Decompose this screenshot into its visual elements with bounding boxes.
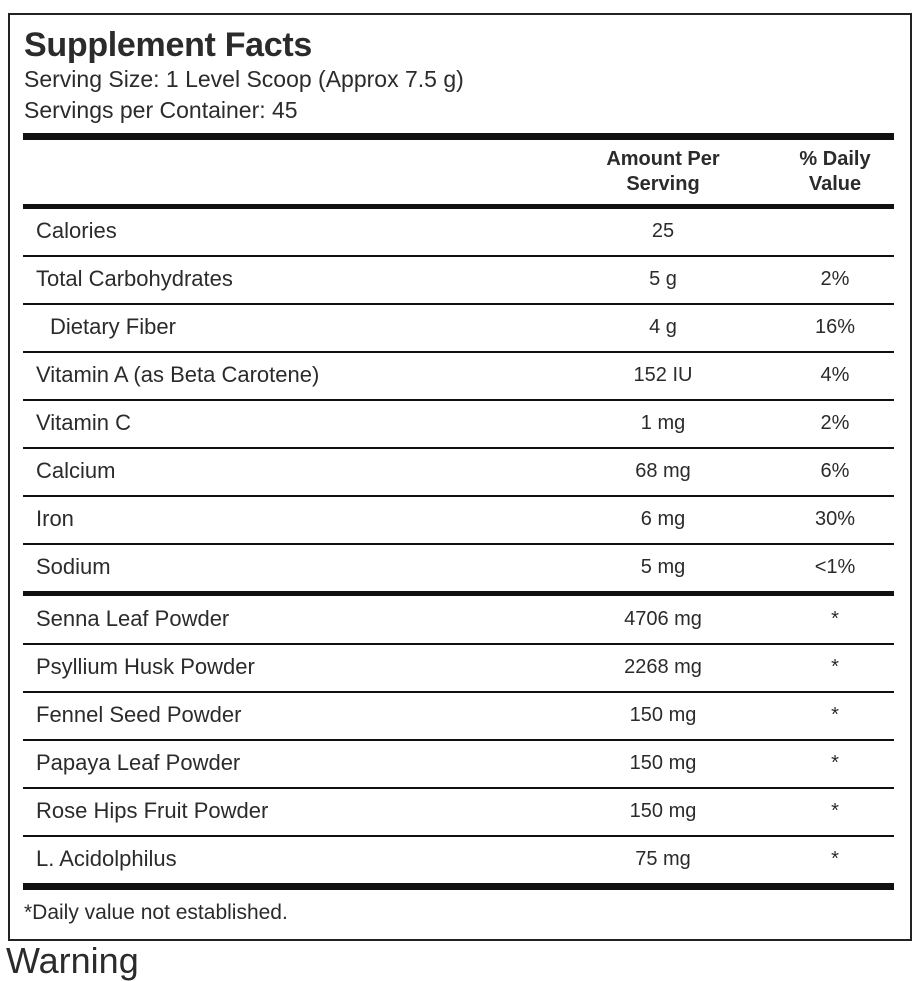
ingredient-daily-value: * <box>831 656 839 678</box>
table-row <box>23 256 894 302</box>
ingredient-amount: 150 mg <box>629 752 697 774</box>
nutrient-amount: 1 mg <box>640 412 686 434</box>
table-row <box>23 208 894 254</box>
ingredient-name: Psyllium Husk Powder <box>36 654 255 679</box>
table-row <box>23 400 894 446</box>
nutrient-daily-value: 16% <box>814 316 856 338</box>
nutrient-daily-value: <1% <box>814 556 856 578</box>
nutrient-amount: 5 g <box>649 268 677 290</box>
table-row <box>23 836 894 882</box>
amount-header-line-2: Serving <box>626 173 700 195</box>
nutrient-daily-value: 2% <box>820 268 850 290</box>
servings-per-container: Servings per Container: 45 <box>24 97 298 123</box>
nutrient-name: Sodium <box>36 554 111 579</box>
footer-rule <box>23 883 894 890</box>
ingredient-name: Senna Leaf Powder <box>36 606 230 631</box>
ingredient-amount: 2268 mg <box>624 656 702 678</box>
nutrient-daily-value <box>785 208 885 254</box>
ingredient-daily-value: * <box>831 704 839 726</box>
nutrient-name: Iron <box>36 506 74 531</box>
table-row <box>23 304 894 350</box>
amount-header-line-1: Amount Per <box>606 148 720 170</box>
table-row <box>23 448 894 494</box>
ingredient-daily-value: * <box>831 608 839 630</box>
dv-header-line-1: % Daily <box>799 148 871 170</box>
ingredient-name: Papaya Leaf Powder <box>36 750 241 775</box>
table-row <box>23 496 894 542</box>
nutrient-amount: 4 g <box>649 316 677 338</box>
table-row <box>23 544 894 590</box>
cutoff-warning-heading: Warning <box>6 940 139 981</box>
ingredient-amount: 75 mg <box>635 848 691 870</box>
ingredient-amount: 4706 mg <box>624 608 702 630</box>
table-row <box>23 788 894 834</box>
nutrient-amount: 6 mg <box>640 508 686 530</box>
panel-title: Supplement Facts <box>24 26 313 64</box>
ingredient-daily-value: * <box>831 752 839 774</box>
ingredient-daily-value: * <box>831 848 839 870</box>
nutrient-daily-value: 6% <box>820 460 850 482</box>
table-row <box>23 644 894 690</box>
daily-value-footnote: *Daily value not established. <box>24 901 288 924</box>
nutrient-name: Dietary Fiber <box>50 314 176 339</box>
nutrient-daily-value: 4% <box>820 364 850 386</box>
ingredient-name: L. Acidolphilus <box>36 846 177 871</box>
nutrient-name: Calories <box>36 218 117 243</box>
nutrient-daily-value: 2% <box>820 412 850 434</box>
daily-value-column-header <box>785 147 885 197</box>
table-row <box>23 692 894 738</box>
ingredient-amount: 150 mg <box>629 704 697 726</box>
nutrient-name: Calcium <box>36 458 116 483</box>
ingredient-daily-value: * <box>831 800 839 822</box>
nutrient-daily-value: 30% <box>814 508 856 530</box>
amount-column-header <box>563 147 763 197</box>
header-rule-top <box>23 133 894 140</box>
nutrient-name: Vitamin C <box>36 410 131 435</box>
serving-size: Serving Size: 1 Level Scoop (Approx 7.5 g) <box>24 66 464 92</box>
ingredient-name: Fennel Seed Powder <box>36 702 242 727</box>
ingredient-name: Rose Hips Fruit Powder <box>36 798 269 823</box>
table-row <box>23 352 894 398</box>
nutrient-amount: 152 IU <box>633 364 693 386</box>
table-row <box>23 596 894 642</box>
nutrient-name: Total Carbohydrates <box>36 266 233 291</box>
ingredient-amount: 150 mg <box>629 800 697 822</box>
nutrient-name: Vitamin A (as Beta Carotene) <box>36 362 320 387</box>
nutrient-amount: 68 mg <box>635 460 691 482</box>
table-row <box>23 740 894 786</box>
nutrient-amount: 25 <box>651 220 675 242</box>
dv-header-line-2: Value <box>808 173 862 195</box>
nutrient-amount: 5 mg <box>640 556 686 578</box>
